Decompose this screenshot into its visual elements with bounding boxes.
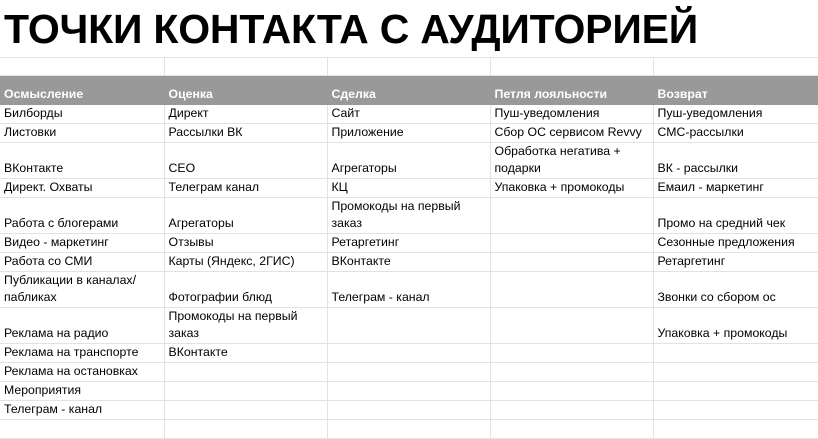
table-cell-col-vozvrat[interactable]: Пуш-уведомления [653, 104, 818, 123]
table-cell-col-loyalty-loop[interactable] [490, 252, 653, 271]
table-cell-col-osmyslenie[interactable] [0, 419, 164, 438]
table-row [0, 362, 818, 381]
table-cell-col-vozvrat[interactable]: Звонки со сбором ос [653, 271, 818, 307]
table-row [0, 142, 818, 178]
table-cell-col-sdelka[interactable]: Агрегаторы [327, 142, 490, 178]
table-cell-col-otsenka[interactable]: Фотографии блюд [164, 271, 327, 307]
table-cell-col-sdelka[interactable]: Промокоды на первый заказ [327, 197, 490, 233]
table-cell-col-vozvrat[interactable]: Емаил - маркетинг [653, 178, 818, 197]
table-cell[interactable] [653, 57, 818, 75]
table-cell-col-otsenka[interactable]: СЕО [164, 142, 327, 178]
table-row [0, 104, 818, 123]
title-row[interactable] [0, 0, 818, 58]
table-cell[interactable] [164, 57, 327, 75]
table-cell-col-osmyslenie[interactable]: Реклама на остановках [0, 362, 164, 381]
table-cell-col-sdelka[interactable] [327, 362, 490, 381]
table-cell-col-osmyslenie[interactable]: Билборды [0, 104, 164, 123]
table-row [0, 381, 818, 400]
header-cell-loyalty-loop[interactable]: Петля лояльности [490, 75, 653, 104]
table-cell-col-vozvrat[interactable]: ВК - рассылки [653, 142, 818, 178]
table-cell-col-loyalty-loop[interactable]: Упаковка + промокоды [490, 178, 653, 197]
table-cell-col-otsenka[interactable]: Рассылки ВК [164, 123, 327, 142]
table-cell-col-osmyslenie[interactable]: Директ. Охваты [0, 178, 164, 197]
table-row [0, 307, 818, 343]
table-cell-col-loyalty-loop[interactable]: Сбор ОС сервисом Revvy [490, 123, 653, 142]
sheet-title: ТОЧКИ КОНТАКТА С АУДИТОРИЕЙ [4, 6, 699, 52]
table-cell[interactable] [327, 57, 490, 75]
table-cell-col-loyalty-loop[interactable] [490, 362, 653, 381]
table-cell-col-otsenka[interactable]: Директ [164, 104, 327, 123]
header-row [0, 75, 818, 104]
table-cell-col-osmyslenie[interactable]: Публикации в каналах/ пабликах [0, 271, 164, 307]
table-cell-col-loyalty-loop[interactable] [490, 381, 653, 400]
table-cell-col-loyalty-loop[interactable]: Обработка негатива + подарки [490, 142, 653, 178]
table-cell-col-otsenka[interactable]: Телеграм канал [164, 178, 327, 197]
table-cell-col-otsenka[interactable]: Промокоды на первый заказ [164, 307, 327, 343]
table-cell-col-osmyslenie[interactable]: Видео - маркетинг [0, 233, 164, 252]
table-cell-col-otsenka[interactable]: Агрегаторы [164, 197, 327, 233]
table-cell-col-sdelka[interactable] [327, 400, 490, 419]
table-cell-col-sdelka[interactable]: Телеграм - канал [327, 271, 490, 307]
table-row [0, 123, 818, 142]
table-row [0, 343, 818, 362]
table-row [0, 252, 818, 271]
table-cell-col-osmyslenie[interactable]: Реклама на транспорте [0, 343, 164, 362]
table-cell[interactable] [490, 57, 653, 75]
table-cell-col-vozvrat[interactable] [653, 362, 818, 381]
table-cell-col-vozvrat[interactable] [653, 419, 818, 438]
table-cell-col-loyalty-loop[interactable] [490, 343, 653, 362]
table-cell-col-loyalty-loop[interactable] [490, 307, 653, 343]
table-cell-col-loyalty-loop[interactable] [490, 419, 653, 438]
table-cell-col-sdelka[interactable]: Сайт [327, 104, 490, 123]
table-cell-col-otsenka[interactable] [164, 362, 327, 381]
table-cell-col-sdelka[interactable]: ВКонтакте [327, 252, 490, 271]
table-cell-col-loyalty-loop[interactable]: Пуш-уведомления [490, 104, 653, 123]
table-cell-col-otsenka[interactable]: Карты (Яндекс, 2ГИС) [164, 252, 327, 271]
table-cell-col-vozvrat[interactable] [653, 381, 818, 400]
header-cell-osmyslenie[interactable]: Осмысление [0, 75, 164, 104]
header-cell-otsenka[interactable]: Оценка [164, 75, 327, 104]
header-cell-vozvrat[interactable]: Возврат [653, 75, 818, 104]
table-cell-col-sdelka[interactable] [327, 419, 490, 438]
table-row [0, 271, 818, 307]
empty-row [0, 57, 818, 75]
table-cell-col-vozvrat[interactable]: Ретаргетинг [653, 252, 818, 271]
table-cell-col-vozvrat[interactable]: СМС-рассылки [653, 123, 818, 142]
table-cell-col-osmyslenie[interactable]: ВКонтакте [0, 142, 164, 178]
header-cell-sdelka[interactable]: Сделка [327, 75, 490, 104]
table-cell-col-osmyslenie[interactable]: Листовки [0, 123, 164, 142]
table-row [0, 400, 818, 419]
table-row [0, 178, 818, 197]
table-cell-col-otsenka[interactable]: Отзывы [164, 233, 327, 252]
table-cell[interactable] [0, 57, 164, 75]
table-cell-col-vozvrat[interactable] [653, 400, 818, 419]
table-row [0, 233, 818, 252]
table-cell-col-otsenka[interactable] [164, 419, 327, 438]
table-cell-col-osmyslenie[interactable]: Телеграм - канал [0, 400, 164, 419]
table-cell-col-osmyslenie[interactable]: Работа со СМИ [0, 252, 164, 271]
table-cell-col-otsenka[interactable]: ВКонтакте [164, 343, 327, 362]
table-cell-col-otsenka[interactable] [164, 381, 327, 400]
touchpoints-table [0, 57, 818, 439]
table-cell-col-sdelka[interactable]: КЦ [327, 178, 490, 197]
table-cell-col-sdelka[interactable]: Ретаргетинг [327, 233, 490, 252]
table-cell-col-osmyslenie[interactable]: Работа с блогерами [0, 197, 164, 233]
table-row [0, 419, 818, 438]
table-cell-col-sdelka[interactable] [327, 343, 490, 362]
table-cell-col-vozvrat[interactable]: Упаковка + промокоды [653, 307, 818, 343]
table-cell-col-vozvrat[interactable]: Сезонные предложения [653, 233, 818, 252]
table-cell-col-loyalty-loop[interactable] [490, 233, 653, 252]
table-cell-col-loyalty-loop[interactable] [490, 271, 653, 307]
table-cell-col-sdelka[interactable]: Приложение [327, 123, 490, 142]
table-cell-col-loyalty-loop[interactable] [490, 197, 653, 233]
table-cell-col-osmyslenie[interactable]: Мероприятия [0, 381, 164, 400]
table-cell-col-otsenka[interactable] [164, 400, 327, 419]
table-cell-col-vozvrat[interactable]: Промо на средний чек [653, 197, 818, 233]
table-row [0, 197, 818, 233]
table-cell-col-loyalty-loop[interactable] [490, 400, 653, 419]
table-cell-col-vozvrat[interactable] [653, 343, 818, 362]
table-cell-col-sdelka[interactable] [327, 307, 490, 343]
table-cell-col-osmyslenie[interactable]: Реклама на радио [0, 307, 164, 343]
table-cell-col-sdelka[interactable] [327, 381, 490, 400]
